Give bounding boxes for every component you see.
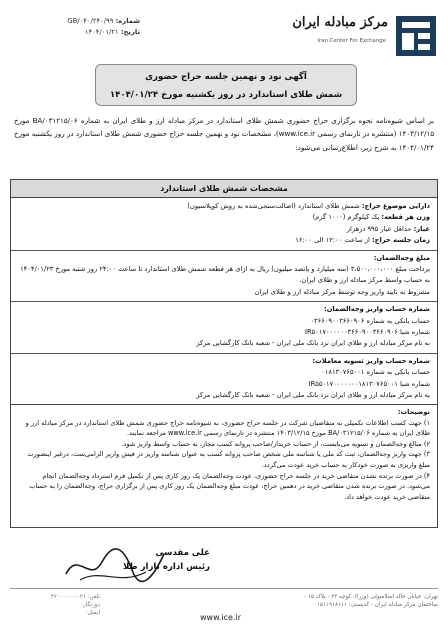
title-line-1: آگهی نود و نهمین جلسه حراج حضوری: [145, 72, 307, 82]
signer-name: علی مقدسی: [155, 548, 210, 558]
guarantee-account-number: حساب بانکی به شماره ۰۳۶۶۰۹۰۰۳۶۶۰۹۰۶: [310, 316, 430, 325]
footer-address: تهران، خیابان خالد اسلامبولی (وزرا)، کوچه ۲۳ - پلاک ۱۵ - ساختمان مرکز مبادله ایران - کدپستی: ۱۵۱۱۹۱۸۱۱۱: [304, 594, 438, 608]
specifications-box: [10, 179, 438, 405]
guarantee-account-section: [11, 301, 437, 350]
note-2: ۲) مبالغ وجه‌الضمان و تسویه می‌بایست، از حساب خریدار/صاحب پروانه کسب مجاز، به حساب واسط واریز شود.: [121, 439, 430, 448]
guarantee-note: مشروط به تایید واریز وجه توسط مرکز مبادله ارز و طلای ایران: [254, 287, 430, 296]
settlement-account-heading: شماره حساب واریز تسویه معاملات:: [312, 356, 430, 365]
notes-heading: توضیحات:: [397, 408, 430, 416]
settlement-account-number: حساب بانکی به شماره ۰۱۸۱۳۰۷۶۵۰۰۱: [321, 368, 430, 377]
title-line-2: شمش طلای استاندارد در روز یکشنبه مورخ ۱۴۰۴/۰۱/۲۴: [109, 90, 343, 100]
spec-weight: وزن هر قطعه: یک کیلوگرم (۱۰۰۰ گرم): [312, 213, 430, 222]
letter-number: شماره: GB/۰۴۰/۲۴۰/۹۹: [67, 17, 140, 25]
footer-fax: دورنگار:: [81, 602, 100, 608]
guarantee-account-owner: به نام مرکز مبادله ارز و طلای ایران نزد بانک ملی ایران - شعبه بانک کارگشایی مرکز: [196, 339, 430, 348]
letter-meta: [10, 16, 140, 38]
footer-website: www.ice.ir: [200, 613, 242, 622]
logo-persian-text: مرکز مبادله ایران: [292, 15, 388, 30]
footer-phone: تلفن: ۰۲۱-۴۷۰۰۰۰۰۰: [50, 594, 100, 600]
note-3: ۳) جهت واریز وجه‌الضمان، ثبت کد ملی یا شناسه ملی شخص صاحب پروانه کسب به عنوان شناسه واریز در فیش واریز الزامی‌ست، درغیر اینصورت مبلغ واریزی به صورت خودکار به حساب خرید عودت می‌گردد.: [27, 450, 430, 469]
letterhead: [10, 8, 438, 70]
ice-logo-icon: [394, 14, 438, 58]
guarantee-account-sheba: شماره شبا IR۵۰۱۷۰۰۰۰۰۰۳۶۶۰۹۰۰۳۶۶۰۹۰۶: [305, 328, 430, 337]
ice-logo: [268, 8, 438, 70]
logo-english-text: Iran Center For Exchange: [317, 38, 386, 44]
guarantee-section: [11, 250, 437, 299]
footer-email: ایمیل:: [85, 610, 100, 616]
letter-date: تاریخ: ۱۴۰۴/۰۱/۲۱: [84, 28, 140, 36]
notes-box: [10, 404, 438, 528]
page-footer: [10, 588, 438, 635]
specifications-body: [11, 198, 437, 402]
note-1: ۱) جهت کسب اطلاعات تکمیلی به متقاضیان شرکت در جلسه حراج حضوری، به شیوه‌نامه حراج حضوری شمش طلای استاندارد در مرکز مبادله ارز و طلای ایران به شماره BA/۰۳۱۲۱۵/۰۶ مورخ ۱۴۰۳/۱۲/۱۵ منتشره در تارنمای رسمی www.ice.ir مراجعه نمایند.: [25, 418, 430, 438]
specifications-heading: مشخصات شمش طلای استاندارد: [11, 180, 437, 198]
footer-contacts: [10, 593, 100, 617]
spec-auction-time: زمان جلسه حراج: از ساعت ۱۲:۰۰ الی ۱۶:۰۰: [295, 236, 430, 245]
signature-block: [60, 540, 210, 590]
settlement-account-sheba: شماره شبا IR۵۵۰۱۷۰۰۰۰۰۰۰۱۸۱۳۰۷۶۵۰۰۱: [308, 379, 430, 388]
settlement-account-owner: به نام مرکز مبادله ارز و طلای ایران نزد بانک ملی ایران - شعبه بانک کارگشایی مرکز: [196, 391, 430, 400]
settlement-account-section: [11, 353, 437, 402]
guarantee-text: پرداخت مبلغ ۳،۵۰۰،۰۰۰،۰۰۰ (سه میلیارد و پانصد میلیون) ریال به ازای هر قطعه شمش طلای استاندارد تا ساعت ۲۴:۰۰ روز شنبه مورخ ۱۴۰۴/۰۱/۲۳ به حساب واسط مرکز مبادله ارز و طلای ایران.: [20, 265, 430, 285]
guarantee-heading: مبلغ وجه‌الضمان:: [373, 253, 430, 262]
intro-paragraph: بر اساس شیوه‌نامه نحوه برگزاری حراج حضوری شمش طلای استاندارد در مرکز مبادله ارز و طلای ایران به شماره BA/۰۳۱۲۱۵/۰۶ مورخ ۱۴۰۳/۱۲/۱۵ (منتشره در تارنمای رسمی www.ice.ir)، مشخصات نود و نهمین جلسه حراج حضوری شمش طلای استاندارد در روز یکشنبه مورخ ۱۴۰۴/۰۱/۲۴ به شرح زیر، اطلاع‌رسانی می‌شود:: [14, 116, 435, 152]
signer-role: رئیس اداره بازار طلا: [122, 562, 210, 572]
spec-subject: دارایی موضوع حراج: شمش طلای استاندارد (اصالت‌سنجی‌شده به روش کوپلاسیون): [187, 202, 430, 210]
spec-purity: عیار: حداقل عیار ۹۹۵ درهزار: [346, 224, 430, 233]
guarantee-account-heading: شماره حساب واریز وجه‌الضمان:: [324, 305, 430, 314]
note-4: ۴) در صورت برنده نشدن متقاضی خرید در جلسه حراج حضوری، عودت وجه‌الضمان یک روز کاری پس از تکمیل فرم استرداد وجه‌الضمان انجام می‌شود. در صورت برنده شدن متقاضی خرید در دهمین حراج، عودت مبلغ وجه‌الضمان یک روز کاری پس از برگزاری حراج، وجه‌الضمان را به حساب متقاضی خرید عودت خواهد داد.: [29, 471, 430, 501]
announcement-title-box: [95, 64, 357, 106]
